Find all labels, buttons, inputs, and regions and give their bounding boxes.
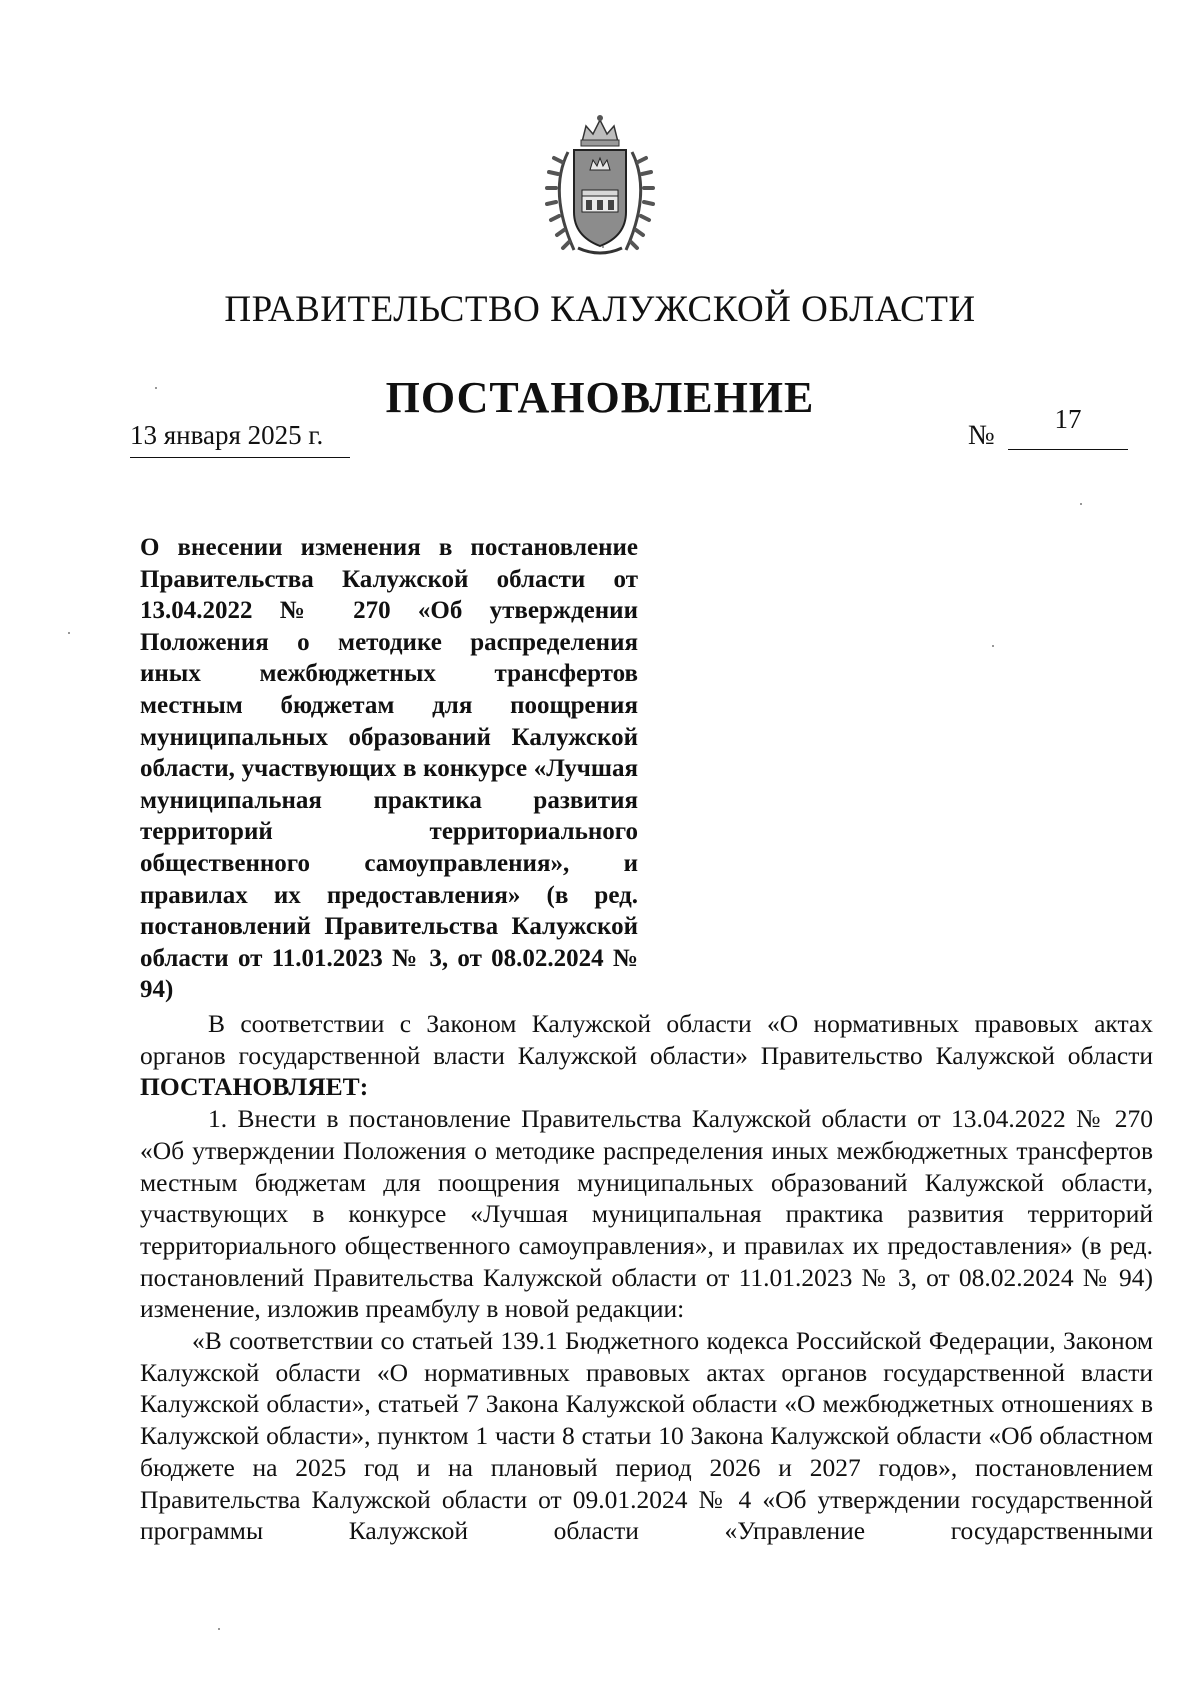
document-subject: О внесении изменения в постановление Правительства Калужской области от 13.04.2022 № 270 «Об утверждении Положения о методике распределения иных межбюджетных трансфертов местным бюджетам для поощрения муниципальных образований Калужской области, участвующих в конкурсе «Лучшая муниципальная практика развития территорий территориального общественного самоуправления», и правилах их предоставления» (в ред. постановлений Правительства Калужской области от 11.01.2023 № 3, от 08.02.2024 № 94)	[140, 534, 638, 1004]
document-type-heading: ПОСТАНОВЛЕНИЕ	[385, 373, 815, 422]
quoted-preamble-paragraph: «В соответствии со статьей 139.1 Бюджетного кодекса Российской Федерации, Законом Калужской области «О нормативных правовых актах органов государственной власти Калужской области», статьей 7 Закона Калужской области «О межбюджетных отношениях в Калужской области», пунктом 1 части 8 статьи 10 Закона Калужской области «Об областном бюджете на 2025 год и на плановый период 2026 и 2027 годов», постановлением Правительства Калужской области от 09.01.2024 № 4 «Об утверждении государственной программы Калужской области «Управление государственными	[140, 1326, 1153, 1546]
scan-speck	[218, 1628, 220, 1630]
number-label: №	[968, 420, 995, 451]
decree-word: ПОСТАНОВЛЯЕТ:	[140, 1072, 369, 1102]
scan-speck	[68, 632, 70, 634]
preamble-text: В соответствии с Законом Калужской области «О нормативных правовых актах органов государственной власти Калужской области» Правительство Калужской области	[140, 1009, 1153, 1070]
scan-speck	[602, 246, 604, 248]
scan-speck	[992, 645, 994, 647]
document-date: 13 января 2025 г.	[130, 420, 350, 458]
document-body	[140, 1008, 1153, 1547]
document-number: 17	[1008, 404, 1128, 450]
scan-speck	[155, 387, 157, 389]
preamble-paragraph	[140, 1008, 1153, 1103]
scan-speck	[1080, 503, 1082, 505]
government-title: ПРАВИТЕЛЬСТВО КАЛУЖСКОЙ ОБЛАСТИ	[224, 289, 976, 330]
item-1-paragraph: 1. Внести в постановление Правительства Калужской области от 13.04.2022 № 270 «Об утверждении Положения о методике распределения иных межбюджетных трансфертов местным бюджетам для поощрения муниципальных образований Калужской области, участвующих в конкурсе «Лучшая муниципальная практика развития территорий территориального общественного самоуправления», и правилах их предоставления» (в ред. постановлений Правительства Калужской области от 11.01.2023 № 3, от 08.02.2024 № 94) изменение, изложив преамбулу в новой редакции:	[140, 1104, 1153, 1324]
coat-of-arms-icon	[538, 112, 662, 260]
